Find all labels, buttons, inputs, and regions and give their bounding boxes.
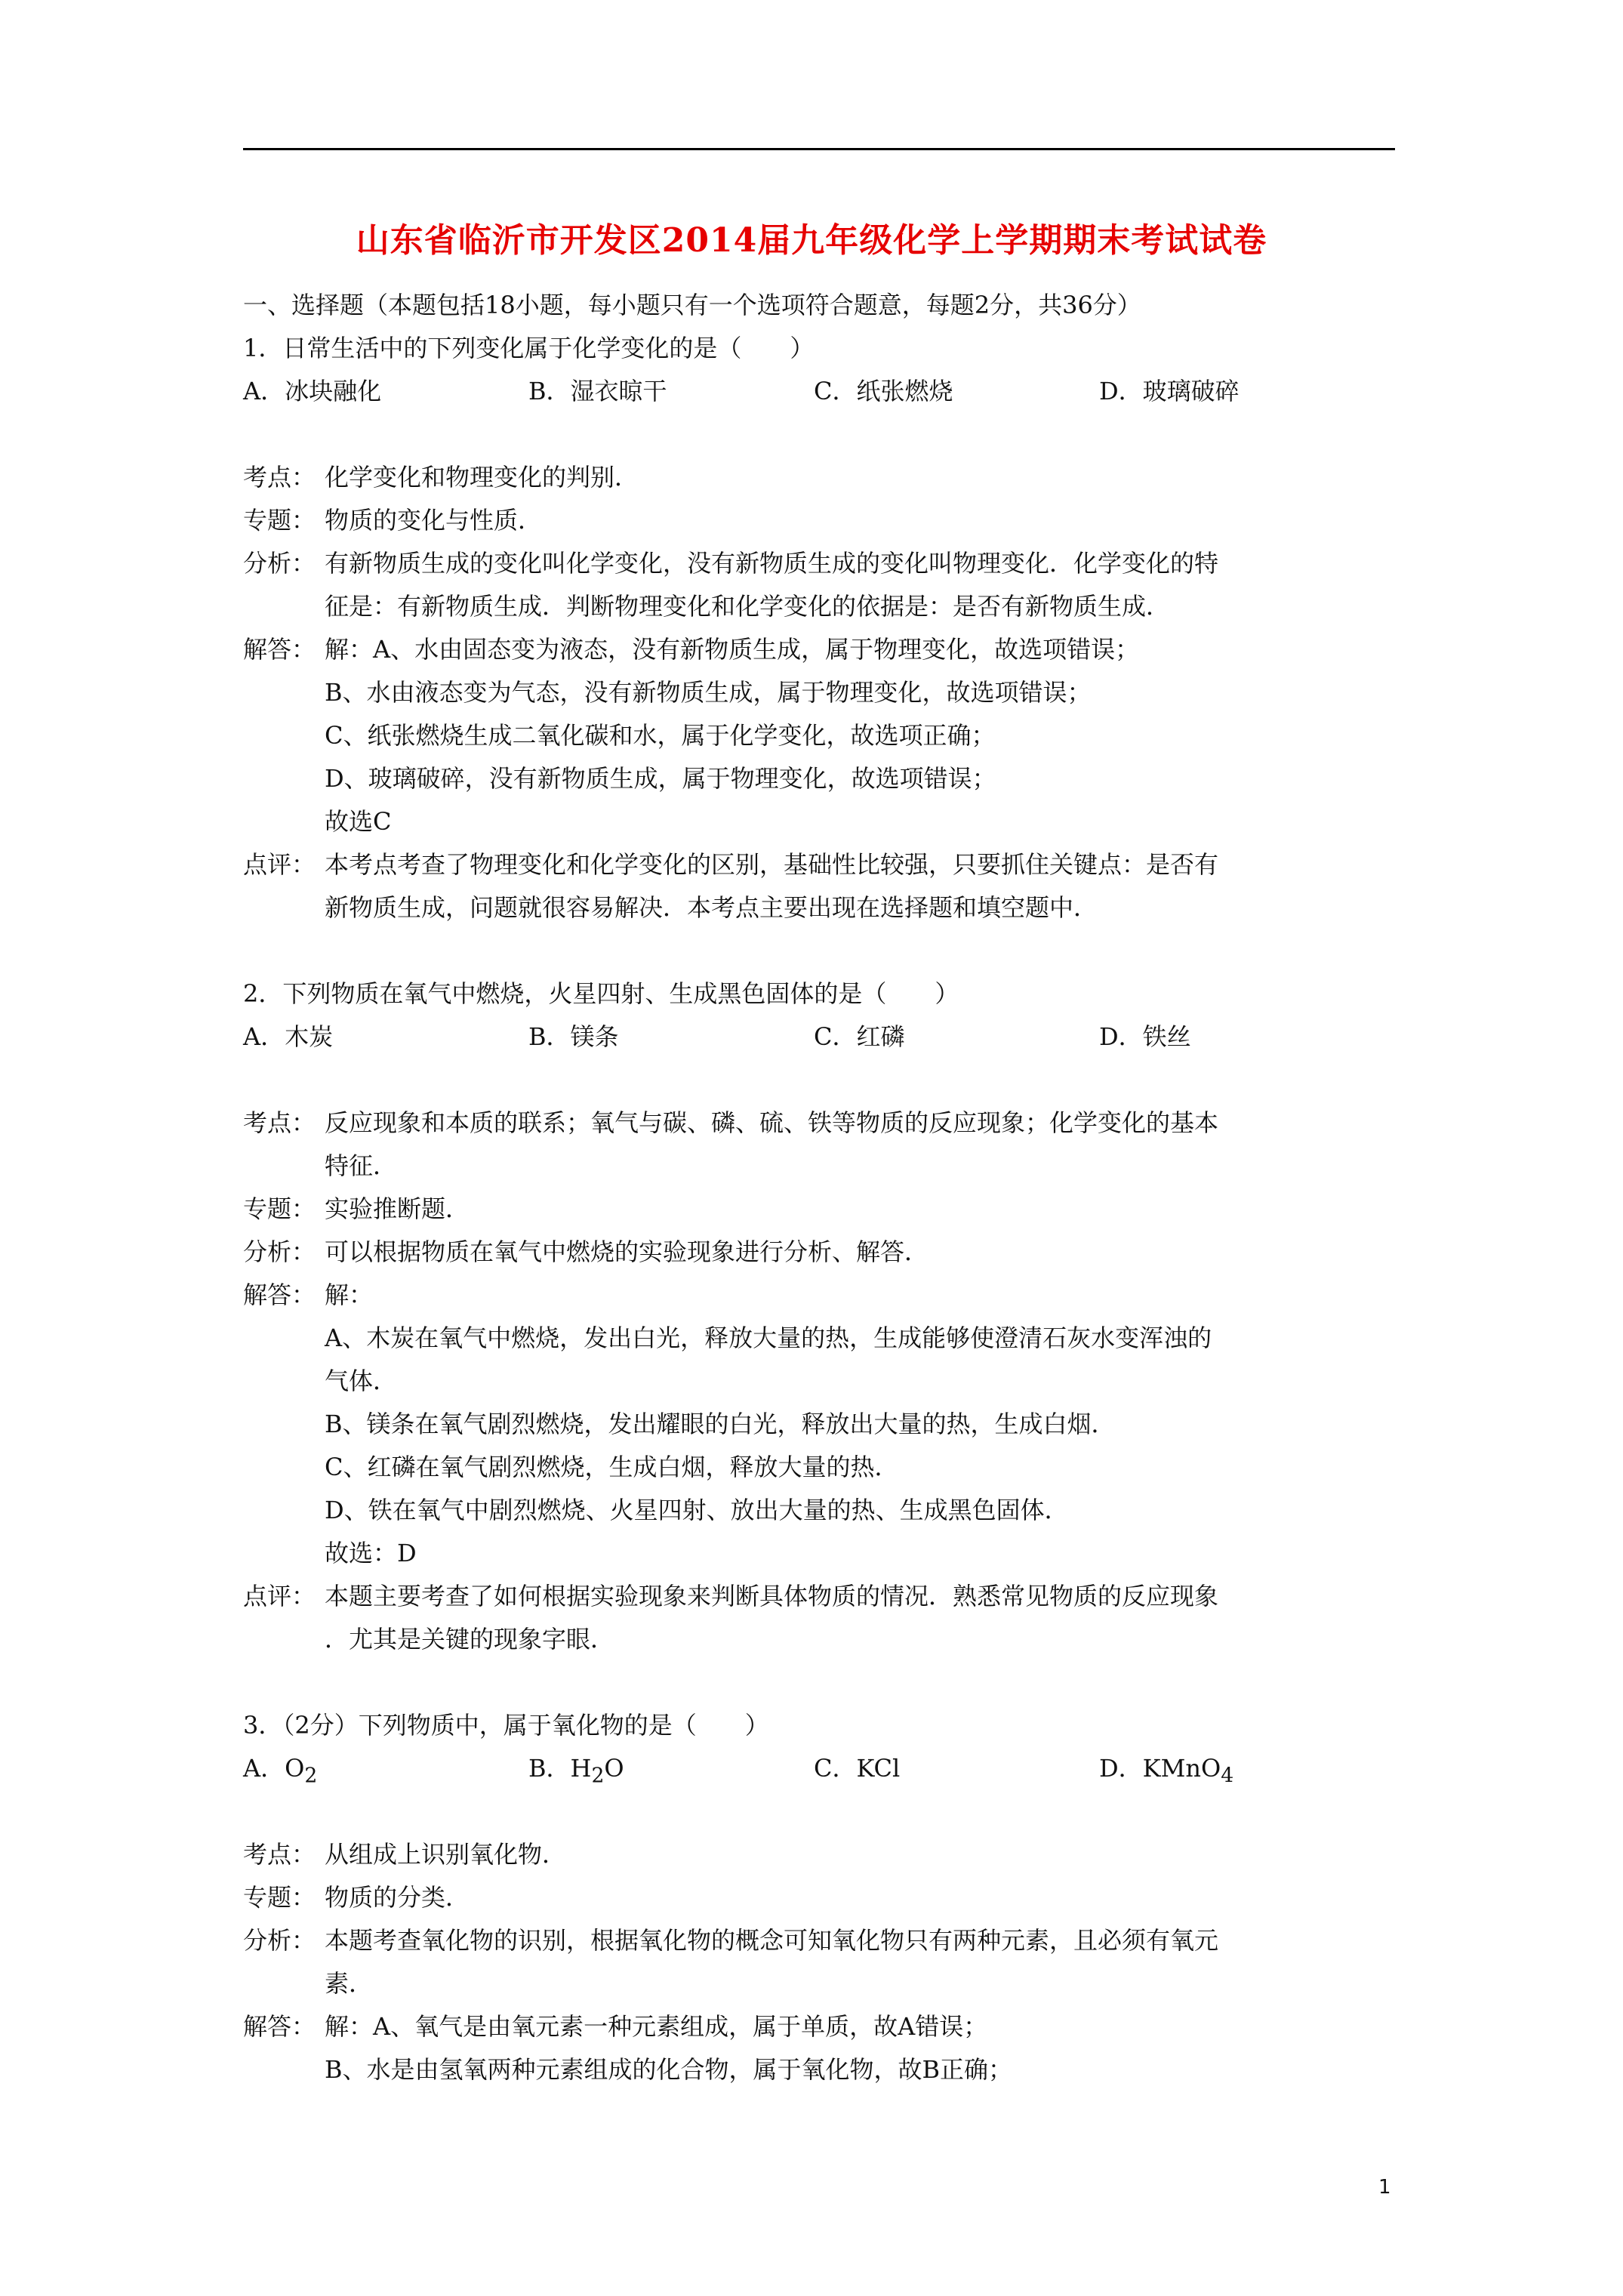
q2-option-c: C．红磷 bbox=[814, 1022, 905, 1051]
jieda-label: 解答： bbox=[243, 635, 316, 664]
fenxi-text: 本题考查氧化物的识别，根据氧化物的概念可知氧化物只有两种元素，且必须有氧元 bbox=[325, 1926, 1219, 1955]
q2-zhuanti bbox=[243, 1188, 1395, 1231]
zhuanti-label: 专题： bbox=[243, 1194, 316, 1223]
q3-option-d: D．KMnO$_4$ bbox=[1099, 1754, 1234, 1788]
jieda-text-cont: D、玻璃破碎，没有新物质生成，属于物理变化，故选项错误； bbox=[325, 764, 996, 793]
q3-fenxi bbox=[243, 1919, 1395, 1962]
jieda-label: 解答： bbox=[243, 1281, 316, 1309]
zhuanti-label: 专题： bbox=[243, 506, 316, 535]
fenxi-label: 分析： bbox=[243, 1237, 316, 1266]
jieda-text: 解：A、水由固态变为液态，没有新物质生成，属于物理变化，故选项错误； bbox=[325, 635, 1140, 664]
q3-option-a: A．$O_2$ bbox=[243, 1754, 318, 1788]
q2-option-d: D．铁丝 bbox=[1099, 1022, 1191, 1051]
q3-jieda bbox=[243, 2005, 1395, 2048]
fenxi-text-cont: 素． bbox=[325, 1969, 374, 1998]
page-number: 1 bbox=[1378, 2176, 1391, 2199]
q1-jieda bbox=[243, 628, 1395, 671]
jieda-text-cont: 气体． bbox=[325, 1367, 398, 1395]
jieda-text-cont: C、纸张燃烧生成二氧化碳和水，属于化学变化，故选项正确； bbox=[325, 721, 996, 750]
jieda-text: 解：A、氧气是由氧元素一种元素组成，属于单质，故A错误； bbox=[325, 2012, 988, 2041]
q3-options bbox=[243, 1747, 1395, 1790]
q1-option-c: C．纸张燃烧 bbox=[814, 377, 953, 405]
jieda-text-cont: B、镁条在氧气剧烈燃烧，发出耀眼的白光，释放出大量的热，生成白烟． bbox=[325, 1410, 1116, 1438]
q3-kaodian bbox=[243, 1833, 1395, 1876]
q2-dianping bbox=[243, 1575, 1395, 1618]
q1-option-d: D．玻璃破碎 bbox=[1099, 377, 1240, 405]
q1-options bbox=[243, 370, 1395, 413]
jieda-text-cont: A、木炭在氧气中燃烧，发出白光，释放大量的热，生成能够使澄清石灰水变浑浊的 bbox=[325, 1324, 1212, 1352]
fenxi-text-cont: 征是：有新物质生成．判断物理变化和化学变化的依据是：是否有新物质生成． bbox=[325, 592, 1171, 621]
jieda-label: 解答： bbox=[243, 2012, 316, 2041]
q2-stem: 2．下列物质在氧气中燃烧，火星四射、生成黑色固体的是（ ） bbox=[243, 979, 959, 1008]
jieda-answer: 故选C bbox=[325, 807, 392, 836]
dianping-text-cont: 新物质生成，问题就很容易解决．本考点主要出现在选择题和填空题中． bbox=[325, 893, 1098, 922]
kaodian-text-cont: 特征． bbox=[325, 1151, 398, 1180]
dianping-text: 本考点考查了物理变化和化学变化的区别，基础性比较强，只要抓住关键点：是否有 bbox=[325, 850, 1219, 879]
q1-option-a: A．冰块融化 bbox=[243, 377, 382, 405]
dianping-label: 点评： bbox=[243, 850, 316, 879]
kaodian-label: 考点： bbox=[243, 463, 316, 492]
zhuanti-text: 实验推断题． bbox=[325, 1194, 470, 1223]
q3-option-c: C．KCl bbox=[814, 1754, 901, 1783]
fenxi-text: 可以根据物质在氧气中燃烧的实验现象进行分析、解答． bbox=[325, 1237, 929, 1266]
q1-zhuanti bbox=[243, 499, 1395, 542]
q3-option-b: B．$H_2O$ bbox=[528, 1754, 624, 1788]
section-heading: 一、选择题（本题包括18小题，每小题只有一个选项符合题意，每题2分，共36分） bbox=[243, 291, 1141, 319]
jieda-text-cont: C、红磷在氧气剧烈燃烧，生成白烟，释放大量的热． bbox=[325, 1453, 899, 1481]
jieda-answer: 故选：D bbox=[325, 1539, 417, 1567]
fenxi-label: 分析： bbox=[243, 1926, 316, 1955]
q2-fenxi bbox=[243, 1231, 1395, 1274]
q2-jieda bbox=[243, 1274, 1395, 1317]
kaodian-label: 考点： bbox=[243, 1108, 316, 1137]
jieda-text-cont: B、水由液态变为气态，没有新物质生成，属于物理变化，故选项错误； bbox=[325, 678, 1092, 707]
dianping-label: 点评： bbox=[243, 1582, 316, 1610]
jieda-text-cont: D、铁在氧气中剧烈燃烧、火星四射、放出大量的热、生成黑色固体． bbox=[325, 1496, 1069, 1524]
q2-option-a: A．木炭 bbox=[243, 1022, 334, 1051]
dianping-text: 本题主要考查了如何根据实验现象来判断具体物质的情况．熟悉常见物质的反应现象 bbox=[325, 1582, 1219, 1610]
document-body bbox=[243, 284, 1395, 2091]
header-rule bbox=[243, 148, 1395, 150]
q1-stem: 1．日常生活中的下列变化属于化学变化的是（ ） bbox=[243, 334, 815, 362]
kaodian-text: 从组成上识别氧化物． bbox=[325, 1840, 567, 1869]
q1-dianping bbox=[243, 843, 1395, 886]
kaodian-text: 化学变化和物理变化的判别． bbox=[325, 463, 639, 492]
zhuanti-text: 物质的分类． bbox=[325, 1883, 470, 1912]
q1-fenxi bbox=[243, 542, 1395, 585]
q2-kaodian bbox=[243, 1102, 1395, 1145]
zhuanti-label: 专题： bbox=[243, 1883, 316, 1912]
kaodian-text: 反应现象和本质的联系；氧气与碳、磷、硫、铁等物质的反应现象；化学变化的基本 bbox=[325, 1108, 1219, 1137]
dianping-text-cont: ．尤其是关键的现象字眼． bbox=[325, 1625, 615, 1653]
jieda-text: 解： bbox=[325, 1281, 374, 1309]
q2-options bbox=[243, 1015, 1395, 1059]
q3-zhuanti bbox=[243, 1876, 1395, 1919]
q3-stem: 3．（2分）下列物质中，属于氧化物的是（ ） bbox=[243, 1711, 769, 1740]
zhuanti-text: 物质的变化与性质． bbox=[325, 506, 543, 535]
page-title: 山东省临沂市开发区2014届九年级化学上学期期末考试试卷 bbox=[356, 221, 1267, 260]
fenxi-text: 有新物质生成的变化叫化学变化，没有新物质生成的变化叫物理变化．化学变化的特 bbox=[325, 549, 1219, 578]
kaodian-label: 考点： bbox=[243, 1840, 316, 1869]
fenxi-label: 分析： bbox=[243, 549, 316, 578]
q1-kaodian bbox=[243, 456, 1395, 499]
q2-option-b: B．镁条 bbox=[528, 1022, 619, 1051]
jieda-text-cont: B、水是由氢氧两种元素组成的化合物，属于氧化物，故B正确； bbox=[325, 2055, 1013, 2084]
q1-option-b: B．湿衣晾干 bbox=[528, 377, 667, 405]
